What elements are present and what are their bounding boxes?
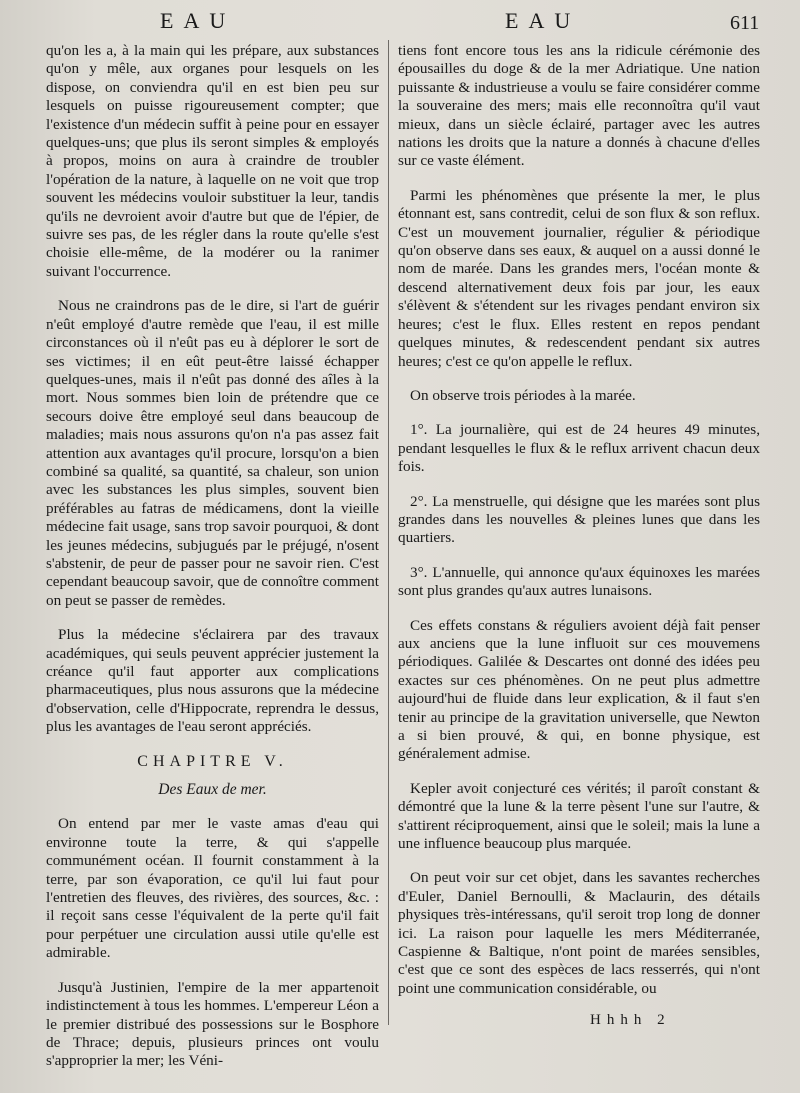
paragraph: Jusqu'à Justinien, l'empire de la mer appartenoit indistinctement à tous les hommes. L'empereur Léon a le premier distribué des possessions sur le Bosphore de Thrace; depuis, plusieurs princes ont voulu s'approprier la mer; les Véni- (46, 978, 379, 1070)
paragraph: On observe trois périodes à la marée. (410, 386, 636, 404)
paragraph: 1°. La journalière, qui est de 24 heures 49 minutes, pendant lesquelles le flux & le reflux arrivent chacun deux fois. (398, 421, 760, 476)
page-number: 611 (730, 12, 760, 34)
paragraph: qu'on les a, à la main qui les prépare, aux substances qu'on y mêle, aux organes pour lesquels on les dispose, on conviendra qu'il en est bien peu sur lesquels on puisse rigoureusement compter; que l'existence d'un médecin suffit à peine pour en essayer quelques-uns; que plus ils seront simples & employés à propos, moins on aura à craindre de troubler l'opération de la nature, à laquelle on ne voit que trop souvent les médecins vouloir substituer la leur, tandis qu'ils ne devroient avoir d'autre but que de l'épier, de suivre ses pas, de les régler dans la route qu'elle s'est choisie elle-même, de la modérer ou la ranimer suivant l'occurrence. (46, 42, 379, 280)
paragraph: Plus la médecine s'éclairera par des travaux académiques, qui seuls peuvent apprécier justement la créance qu'il faut apporter aux complications pharmaceutiques, plus nous assurons que la médecine d'observation, celle d'Hippocrate, reprendra le dessus, plus les avantages de l'eau seront appréciés. (46, 626, 379, 736)
running-head-right: EAU (505, 8, 581, 33)
paragraph: Kepler avoit conjecturé ces vérités; il paroît constant & démontré que la lune & la terre pèsent l'une sur l'autre, & s'attirent réciproquement, ainsi que le soleil; mais la lune a une influence beaucoup plus marquée. (398, 779, 760, 853)
paragraph: 2°. La menstruelle, qui désigne que les marées sont plus grandes dans les nouvelles & pleines lunes que dans les quartiers. (398, 492, 760, 547)
paragraph: Parmi les phénomènes que présente la mer, le plus étonnant est, sans contredit, celui de son flux & son reflux. C'est un mouvement journalier, régulier & périodique qu'on observe dans ses eaux, & auquel on a aussi donné le nom de marée. Dans les grandes mers, l'océan monte & descend alternativement deux fois par jour, les eaux s'élèvent & s'étendent sur les rivages pendant environ six heures; c'est le flux. Elles restent en repos pendant quelques minutes, & redescendent pendant six autres heures; c'est ce qu'on appelle le reflux. (398, 186, 760, 370)
signature-mark: Hhhh 2 (590, 1012, 671, 1028)
paragraph: Ces effets constans & réguliers avoient déjà fait penser aux anciens que la lune influoit sur ces mouvemens périodiques. Galilée & Descartes ont donné des idées peu exactes sur ces phénomènes. On ne peut plus admettre aujourd'hui de fluide dans leur explication, & il faut s'en tenir au principe de la gravitation universelle, que Newton a si bien prouvé, & qui, en bonne physique, est généralement admise. (398, 616, 760, 763)
paragraph: tiens font encore tous les ans la ridicule cérémonie des épousailles du doge & de la mer Adriatique. Une nation puissante & industrieuse a voulu se faire considérer comme la souveraine des mers; mais elle reconnoîtra qu'il vaut mieux, dans un siècle éclairé, partager avec les autres nations les droits que la nature a donnés à chacune d'elles sur ce vaste élément. (398, 42, 760, 170)
chapter-subtitle: Des Eaux de mer. (158, 781, 267, 799)
left-column (46, 42, 379, 1087)
chapter-heading: CHAPITRE V. (137, 752, 288, 770)
running-head-left: EAU (160, 8, 236, 33)
column-divider (388, 40, 389, 1025)
right-column (398, 42, 760, 1014)
paragraph: Nous ne craindrons pas de le dire, si l'art de guérir n'eût employé d'autre remède que l'eau, il est mille circonstances où il n'eût pas eu à déplorer le sort de ses victimes; il en eût peut-être laissé échapper quelques-unes, mais il n'eût pas donné des aîles à la mort. Nous sommes bien loin de prétendre que ce secours doive être employé seul dans beaucoup de maladies; mais nous assurons qu'on n'a pas assez fait attention aux avantages qu'il procure, lorsqu'on a bien combiné sa qualité, sa quantité, sa chaleur, son union avec les substances les plus simples, souvent bien préférables au fatras de médicamens, dont la vieille médecine fait usage, sans trop savoir pourquoi, & dont les jeunes médecins, subjugués par le préjugé, n'osent s'abstenir, de peur de passer pour ne savoir rien. C'est cependant beaucoup savoir, que de connoître comment on peut se passer de remèdes. (46, 297, 379, 609)
paragraph: On entend par mer le vaste amas d'eau qui environne toute la terre, & qui s'appelle communément océan. Il fournit constamment à la terre, par son évaporation, ce qu'il lui faut pour l'entretien des fleuves, des rivières, des sources, &c. : il reçoit sans cesse l'équivalent de la perte qu'il fait pour perpétuer une circulation aussi utile qu'elle est admirable. (46, 815, 379, 962)
paragraph: 3°. L'annuelle, qui annonce qu'aux équinoxes les marées sont plus grandes qu'aux autres lunaisons. (398, 563, 760, 600)
paragraph: On peut voir sur cet objet, dans les savantes recherches d'Euler, Daniel Bernoulli, & Maclaurin, des détails physiques très-intéressans, qu'il seroit trop long de donner ici. La raison pour laquelle les mers Méditerranée, Caspienne & Baltique, n'ont point de marées sensibles, c'est que ce sont des espèces de lacs resserrés, qui n'ont point une communication considérable, ou (398, 869, 760, 997)
